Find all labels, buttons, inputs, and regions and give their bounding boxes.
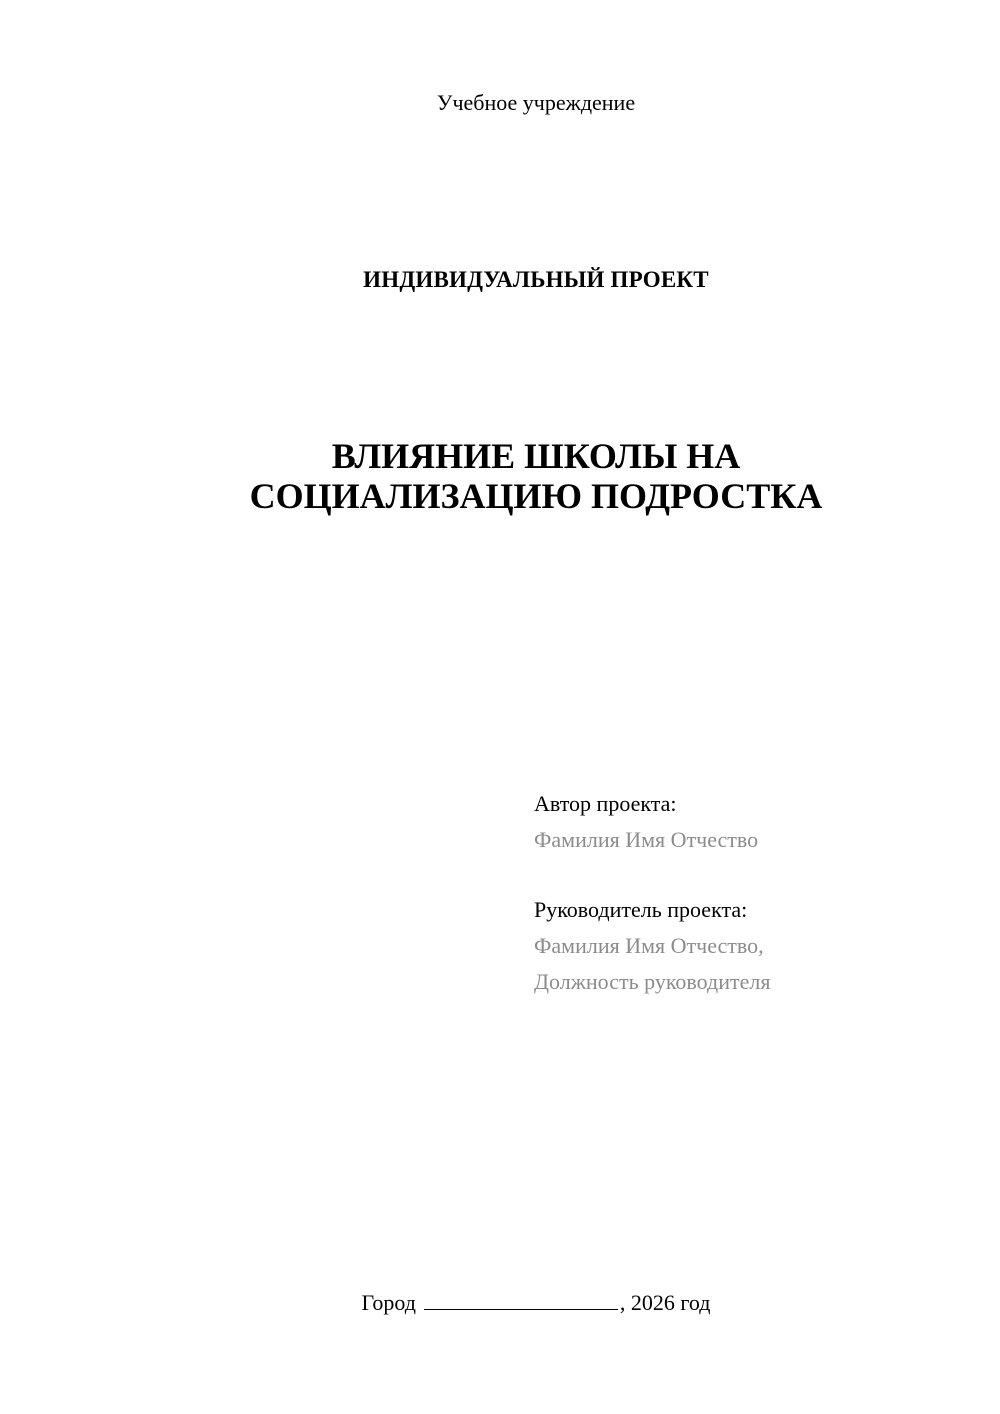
project-people <box>534 786 770 1000</box>
author-label: Автор проекта: <box>534 791 677 816</box>
author-name: Фамилия Имя Отчество <box>534 827 759 852</box>
project-title <box>0 436 1000 516</box>
city-blank-underline <box>424 1291 618 1310</box>
supervisor-position: Должность руководителя <box>534 969 771 994</box>
year-text: , 2026 год <box>619 1290 711 1315</box>
project-title-line-2: СОЦИАЛИЗАЦИЮ ПОДРОСТКА <box>249 476 823 516</box>
institution-name: Учебное учреждение <box>436 90 636 115</box>
city-year-line <box>0 1290 1000 1316</box>
document-type: ИНДИВИДУАЛЬНЫЙ ПРОЕКТ <box>363 267 709 292</box>
spacer <box>534 858 770 892</box>
supervisor-label: Руководитель проекта: <box>534 897 748 922</box>
project-title-line-1: ВЛИЯНИЕ ШКОЛЫ НА <box>331 436 741 476</box>
city-label: Город <box>361 1290 416 1315</box>
supervisor-name: Фамилия Имя Отчество, <box>534 933 764 958</box>
